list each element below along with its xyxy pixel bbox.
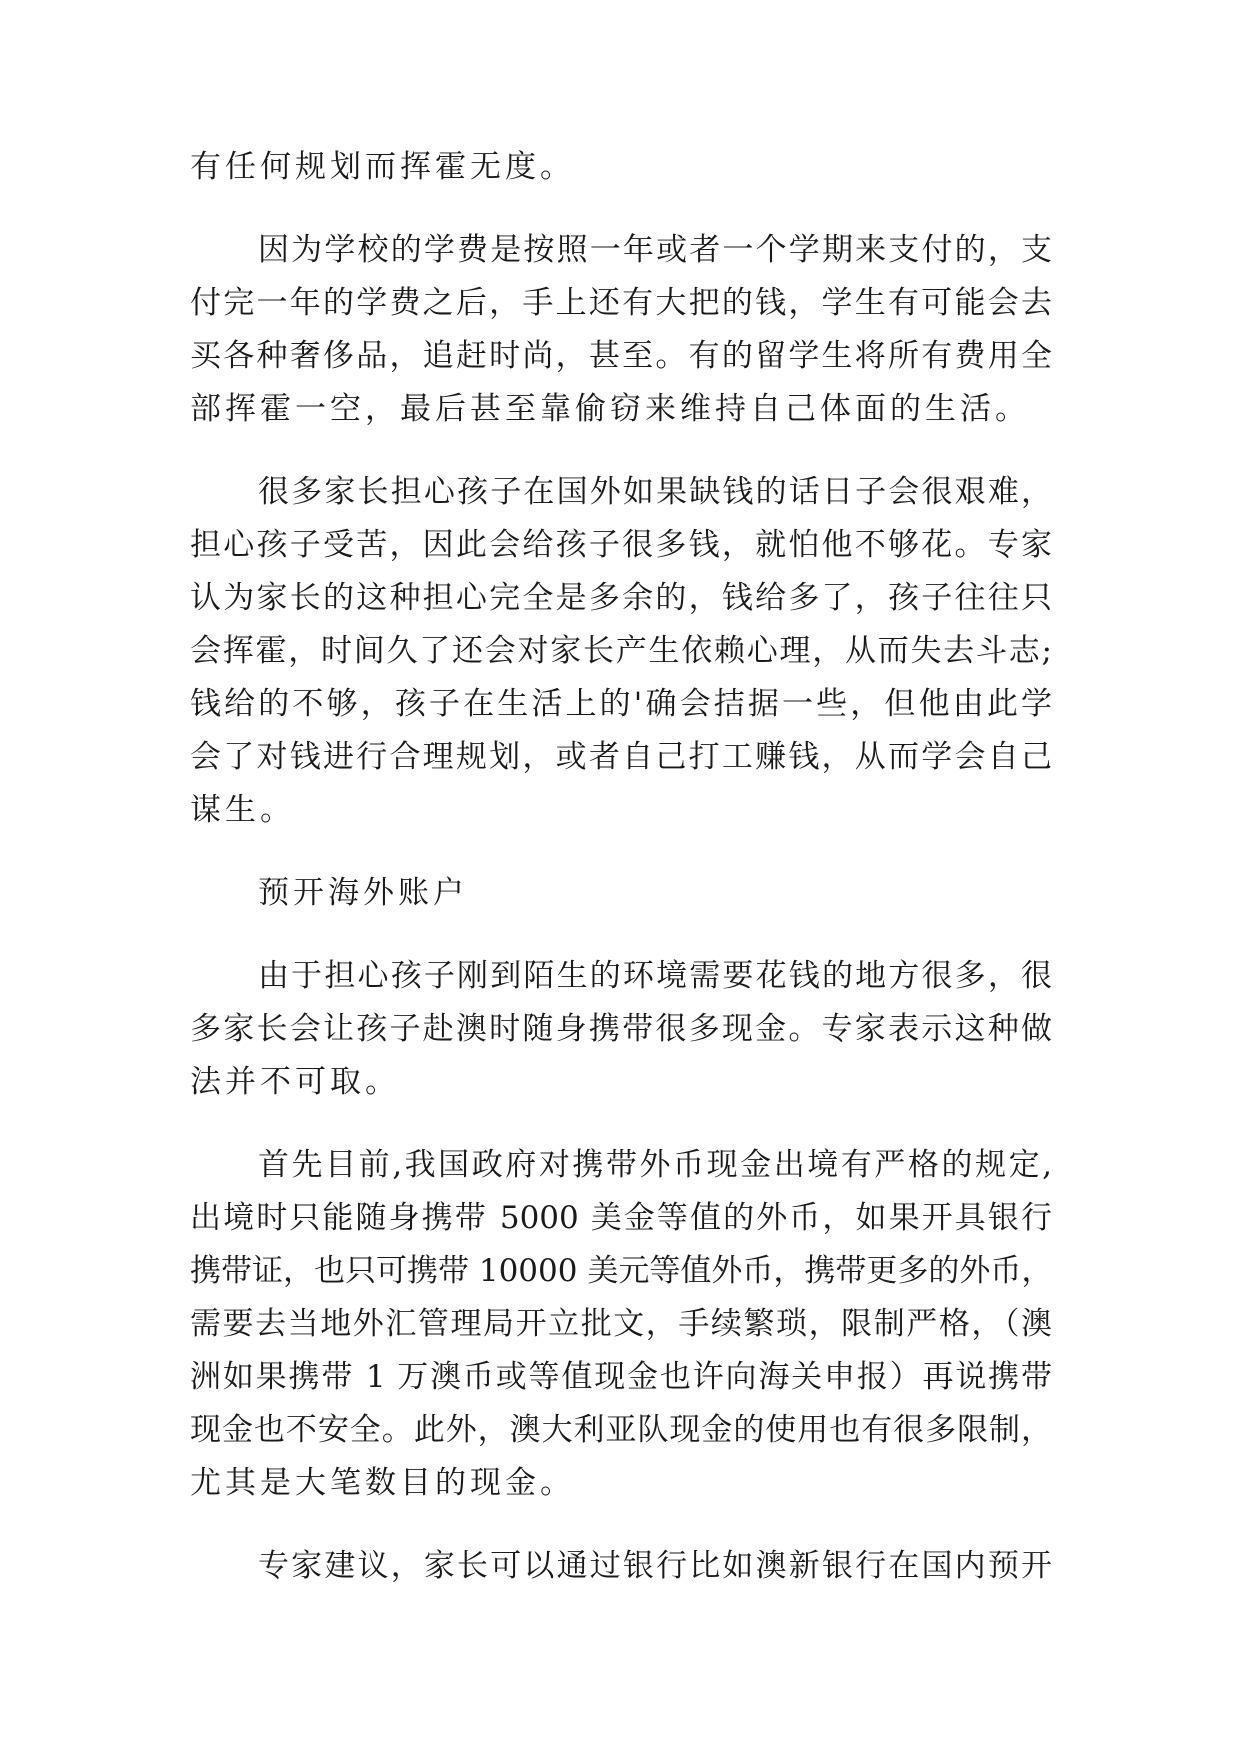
text-line: 首先目前,我国政府对携带外币现金出境有严格的规定, <box>258 1147 1052 1183</box>
text-line: 携带证，也只可携带 10000 美元等值外币，携带更多的外币， <box>190 1253 1053 1289</box>
text-line: 谋生。 <box>190 792 295 828</box>
text-line: 现金也不安全。此外，澳大利亚队现金的使用也有很多限制， <box>190 1412 1052 1448</box>
text-line: 认为家长的这种担心完全是多余的，钱给多了，孩子往往只 <box>190 580 1052 616</box>
text-line: 很多家长担心孩子在国外如果缺钱的话日子会很艰难， <box>258 474 1052 510</box>
text-line: 因为学校的学费是按照一年或者一个学期来支付的，支 <box>258 232 1052 268</box>
text-line: 出境时只能随身携带 5000 美金等值的外币，如果开具银行 <box>190 1200 1052 1236</box>
text-line: 尤其是大笔数目的现金。 <box>190 1465 575 1501</box>
text-line: 会了对钱进行合理规划，或者自己打工赚钱，从而学会自己 <box>190 739 1052 775</box>
text-line: 钱给的不够，孩子在生活上的'确会拮据一些，但他由此学 <box>190 686 1052 722</box>
text-line: 付完一年的学费之后，手上还有大把的钱，学生有可能会去 <box>190 285 1052 321</box>
text-line: 洲如果携带 1 万澳币或等值现金也许向海关申报）再说携带 <box>190 1359 1052 1395</box>
text-line: 由于担心孩子刚到陌生的环境需要花钱的地方很多，很 <box>258 958 1052 994</box>
text-line: 需要去当地外汇管理局开立批文，手续繁琐，限制严格，（澳 <box>190 1306 1052 1342</box>
text-line: 法并不可取。 <box>190 1064 400 1100</box>
text-line: 会挥霍，时间久了还会对家长产生依赖心理，从而失去斗志; <box>190 633 1052 669</box>
text-line: 买各种奢侈品，追赶时尚，甚至。有的留学生将所有费用全 <box>190 338 1052 374</box>
text-line: 有任何规划而挥霍无度。 <box>190 149 575 185</box>
text-line: 担心孩子受苦，因此会给孩子很多钱，就怕他不够花。专家 <box>190 527 1052 563</box>
text-line: 专家建议，家长可以通过银行比如澳新银行在国内预开 <box>258 1548 1052 1584</box>
text-line: 多家长会让孩子赴澳时随身携带很多现金。专家表示这种做 <box>190 1011 1052 1047</box>
section-heading: 预开海外账户 <box>258 875 468 911</box>
text-line: 部挥霍一空，最后甚至靠偷窃来维持自己体面的生活。 <box>190 391 1030 427</box>
